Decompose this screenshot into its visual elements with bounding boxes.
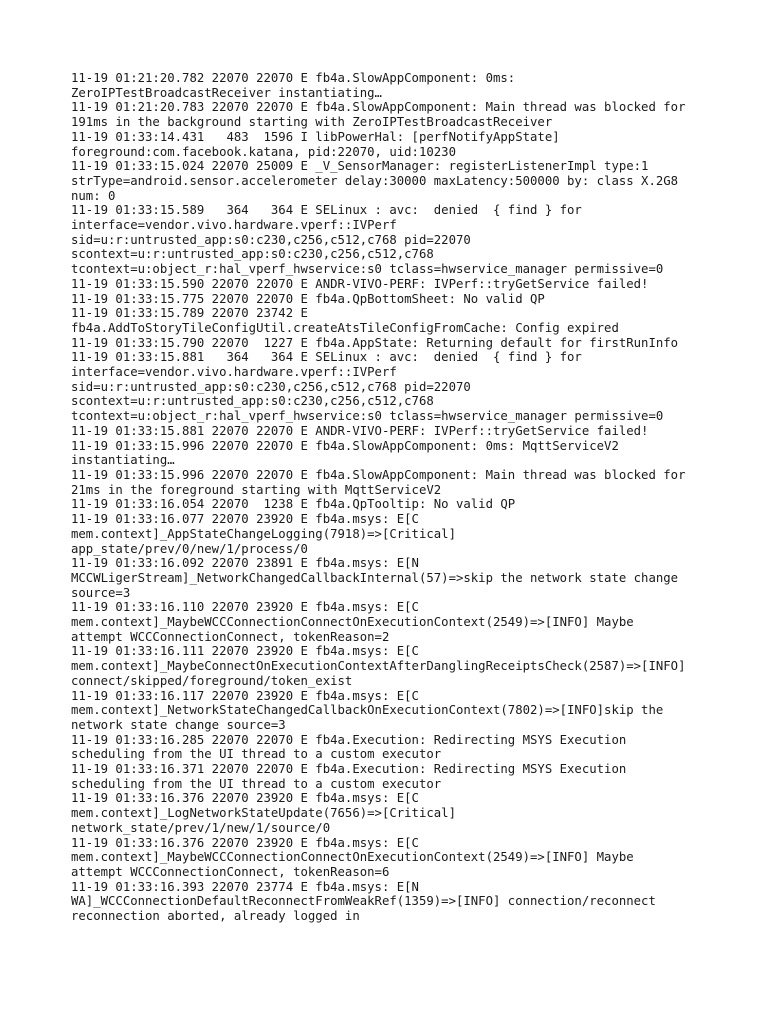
log-line: 11-19 01:33:16.376 22070 23920 E fb4a.msys: E[C [71,791,419,806]
log-line: network state change source=3 [71,717,286,732]
log-line: tcontext=u:object_r:hal_vperf_hwservice:s0 tclass=hwservice_manager permissive=0 [71,409,664,424]
log-line: 11-19 01:33:16.077 22070 23920 E fb4a.msys: E[C [71,512,419,527]
log-line: network_state/prev/1/new/1/source/0 [71,820,331,835]
log-line: 11-19 01:33:15.589 364 364 E SELinux : avc: denied { find } for [71,203,582,218]
log-document [71,71,721,924]
log-line: 11-19 01:33:15.996 22070 22070 E fb4a.SlowAppComponent: 0ms: MqttServiceV2 [71,438,619,453]
log-line: mem.context]_MaybeConnectOnExecutionContextAfterDanglingReceiptsCheck(2587)=>[INFO] [71,659,686,674]
log-line: WA]_WCCConnectionDefaultReconnectFromWeakRef(1359)=>[INFO] connection/reconnect [71,894,656,909]
log-line: 11-19 01:33:15.789 22070 23742 E [71,306,308,321]
log-line: 11-19 01:33:15.996 22070 22070 E fb4a.SlowAppComponent: Main thread was blocked for [71,467,686,482]
log-line: 11-19 01:33:16.117 22070 23920 E fb4a.msys: E[C [71,688,419,703]
log-line: reconnection aborted, already logged in [71,909,360,924]
log-line: instantiating… [71,453,175,468]
log-line: 11-19 01:21:20.782 22070 22070 E fb4a.SlowAppComponent: 0ms: [71,71,516,85]
log-line: app_state/prev/0/new/1/process/0 [71,541,308,556]
log-line: fb4a.AddToStoryTileConfigUtil.createAtsTileConfigFromCache: Config expired [71,320,619,335]
log-line: mem.context]_AppStateChangeLogging(7918)=>[Critical] [71,526,456,541]
log-line: mem.context]_LogNetworkStateUpdate(7656)=>[Critical] [71,806,456,821]
log-line: mem.context]_MaybeWCCConnectionConnectOnExecutionContext(2549)=>[INFO] Maybe [71,615,634,630]
log-line: 11-19 01:33:16.376 22070 23920 E fb4a.msys: E[C [71,835,419,850]
log-line: interface=vendor.vivo.hardware.vperf::IVPerf [71,365,397,380]
log-line: strType=android.sensor.accelerometer delay:30000 maxLatency:500000 by: class X.2G8 [71,173,679,188]
log-line: num: 0 [71,188,116,203]
log-line: 11-19 01:33:16.054 22070 1238 E fb4a.QpTooltip: No valid QP [71,497,516,512]
log-line: 11-19 01:33:16.092 22070 23891 E fb4a.msys: E[N [71,556,419,571]
log-line: 11-19 01:33:16.285 22070 22070 E fb4a.Execution: Redirecting MSYS Execution [71,732,627,747]
log-line: mem.context]_NetworkStateChangedCallbackOnExecutionContext(7802)=>[INFO]skip the [71,703,664,718]
log-line: 11-19 01:33:16.110 22070 23920 E fb4a.msys: E[C [71,600,419,615]
log-line: 11-19 01:33:15.590 22070 22070 E ANDR-VIVO-PERF: IVPerf::tryGetService failed! [71,276,649,291]
log-line: 11-19 01:33:16.393 22070 23774 E fb4a.msys: E[N [71,879,419,894]
log-line: source=3 [71,585,131,600]
log-line: 11-19 01:33:15.881 364 364 E SELinux : avc: denied { find } for [71,350,582,365]
log-line: interface=vendor.vivo.hardware.vperf::IVPerf [71,218,397,233]
log-line: sid=u:r:untrusted_app:s0:c230,c256,c512,c768 pid=22070 [71,232,471,247]
log-line: scontext=u:r:untrusted_app:s0:c230,c256,c512,c768 [71,394,434,409]
log-line: sid=u:r:untrusted_app:s0:c230,c256,c512,c768 pid=22070 [71,379,471,394]
log-line: connect/skipped/foreground/token_exist [71,673,353,688]
log-line: 21ms in the foreground starting with MqttServiceV2 [71,482,442,497]
log-line: scheduling from the UI thread to a custom executor [71,776,442,791]
log-line: attempt WCCConnectionConnect, tokenReason=2 [71,629,390,644]
log-line: MCCWLigerStream]_NetworkChangedCallbackInternal(57)=>skip the network state change [71,570,679,585]
log-line: 11-19 01:33:14.431 483 1596 I libPowerHal: [perfNotifyAppState] [71,129,560,144]
log-line: 11-19 01:33:15.775 22070 22070 E fb4a.QpBottomSheet: No valid QP [71,291,545,306]
log-line: 11-19 01:33:15.881 22070 22070 E ANDR-VIVO-PERF: IVPerf::tryGetService failed! [71,423,649,438]
log-line: attempt WCCConnectionConnect, tokenReason=6 [71,864,390,879]
log-line: scontext=u:r:untrusted_app:s0:c230,c256,c512,c768 [71,247,434,262]
log-line: mem.context]_MaybeWCCConnectionConnectOnExecutionContext(2549)=>[INFO] Maybe [71,850,634,865]
log-line: 11-19 01:33:16.111 22070 23920 E fb4a.msys: E[C [71,644,419,659]
log-line: tcontext=u:object_r:hal_vperf_hwservice:s0 tclass=hwservice_manager permissive=0 [71,262,664,277]
log-line: foreground:com.facebook.katana, pid:22070, uid:10230 [71,144,456,159]
log-line: 11-19 01:21:20.783 22070 22070 E fb4a.SlowAppComponent: Main thread was blocked for [71,100,686,115]
log-line: 11-19 01:33:16.371 22070 22070 E fb4a.Execution: Redirecting MSYS Execution [71,762,627,777]
log-line: 11-19 01:33:15.790 22070 1227 E fb4a.AppState: Returning default for firstRunInfo [71,335,679,350]
log-line: scheduling from the UI thread to a custom executor [71,747,442,762]
log-line: ZeroIPTestBroadcastReceiver instantiating… [71,85,382,100]
log-line: 191ms in the background starting with ZeroIPTestBroadcastReceiver [71,115,553,130]
log-line: 11-19 01:33:15.024 22070 25009 E _V_SensorManager: registerListenerImpl type:1 [71,159,649,174]
